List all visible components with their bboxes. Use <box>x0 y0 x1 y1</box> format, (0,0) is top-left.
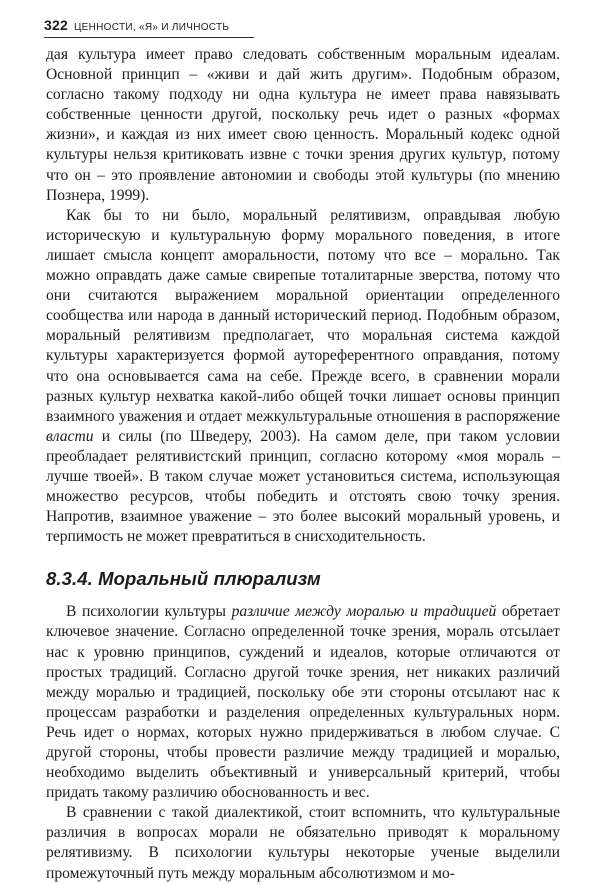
section-heading <box>46 568 560 590</box>
page-number: 322 <box>44 17 68 33</box>
paragraph-morality-tradition <box>46 602 560 803</box>
section-number: 8.3.4. <box>46 568 93 590</box>
paragraph-2-emphasis: власти <box>46 427 94 445</box>
paragraph-moral-relativism <box>46 206 560 548</box>
body-text <box>46 45 560 884</box>
section-title: Моральный плюрализм <box>98 568 321 590</box>
paragraph-1-text: дая культура имеет право следовать собственным моральным идеалам. Основной принцип – «живи и дай жить другим». Подобным образом, согласно такому подходу ни одна культура не имеет права навязывать собственные ценности другой, поскольку речь идет о разных «формах жизни», и каждая из них имеет свою ценность. Моральный кодекс одной культуры нельзя критиковать извне с точки зрения других культур, потому что он – это проявление автономии и свободы этой культуры (по мнению Познера, 1999). <box>46 46 560 204</box>
paragraph-3-text-start: В психологии культуры <box>66 603 232 621</box>
paragraph-2-text-end: и силы (по Шведеру, 2003). На самом деле, при таком условии преобладает релятивистский принцип, согласно которому «моя мораль – лучше твоей». В таком случае может установиться система, использующая множество ресурсов, чтобы победить и отстоять свою точку зрения. Напротив, взаимное уважение – это более высокий моральный уровень, и терпимость не может превратиться в снисходительность. <box>46 427 560 546</box>
paragraph-3-emphasis: различие между моралью и традицией <box>231 603 497 621</box>
paragraph-2-text-start: Как бы то ни было, моральный релятивизм, оправдывая любую историческую и культуральную форму морального поведения, в итоге лишает смысла концепт аморальности, потому что все – морально. Так можно оправдать даже самые свирепые тоталитарные зверства, потому что они считаются выражением моральной ориентации определенного сообщества или народа в данный исторический период. Подобным образом, моральный релятивизм предполагает, что моральная система каждой культуры характеризуется формой аутореферентного оправдания, потому что она основывается сама на себе. Прежде всего, в сравнении морали разных культур нехватка какой-либо общей точки лишает основы принцип взаимного уважения и отдает межкультуральные отношения в распоряжение <box>46 206 560 425</box>
paragraph-4-text: В сравнении с такой диалектикой, стоит вспомнить, что культуральные различия в вопросах морали не обязательно приводят к моральному релятивизму. В психологии культуры некоторые ученые выделили промежуточный путь между моральным абсолютизмом и мо- <box>46 804 560 882</box>
paragraph-continuation <box>46 45 560 206</box>
running-header <box>44 17 254 38</box>
running-title: ЦЕННОСТИ, «Я» И ЛИЧНОСТЬ <box>73 22 230 33</box>
paragraph-3-text-end: обретает ключевое значение. Согласно определенной точке зрения, мораль отсылает нас к уровню принципов, суждений и идеалов, которые отличаются от простых традиций. Согласно другой точке зрения, нет никаких различий между моралью и традицией, поскольку обе эти стороны отсылают нас к процессам разработки и разделения определенных культуральных норм. Речь идет о нормах, которых нужно придерживаться в любом случае. С другой стороны, чтобы провести различие между традицией и моралью, необходимо выделить объективный и универсальный критерий, чтобы придать такому различию обоснованность и вес. <box>46 603 560 802</box>
